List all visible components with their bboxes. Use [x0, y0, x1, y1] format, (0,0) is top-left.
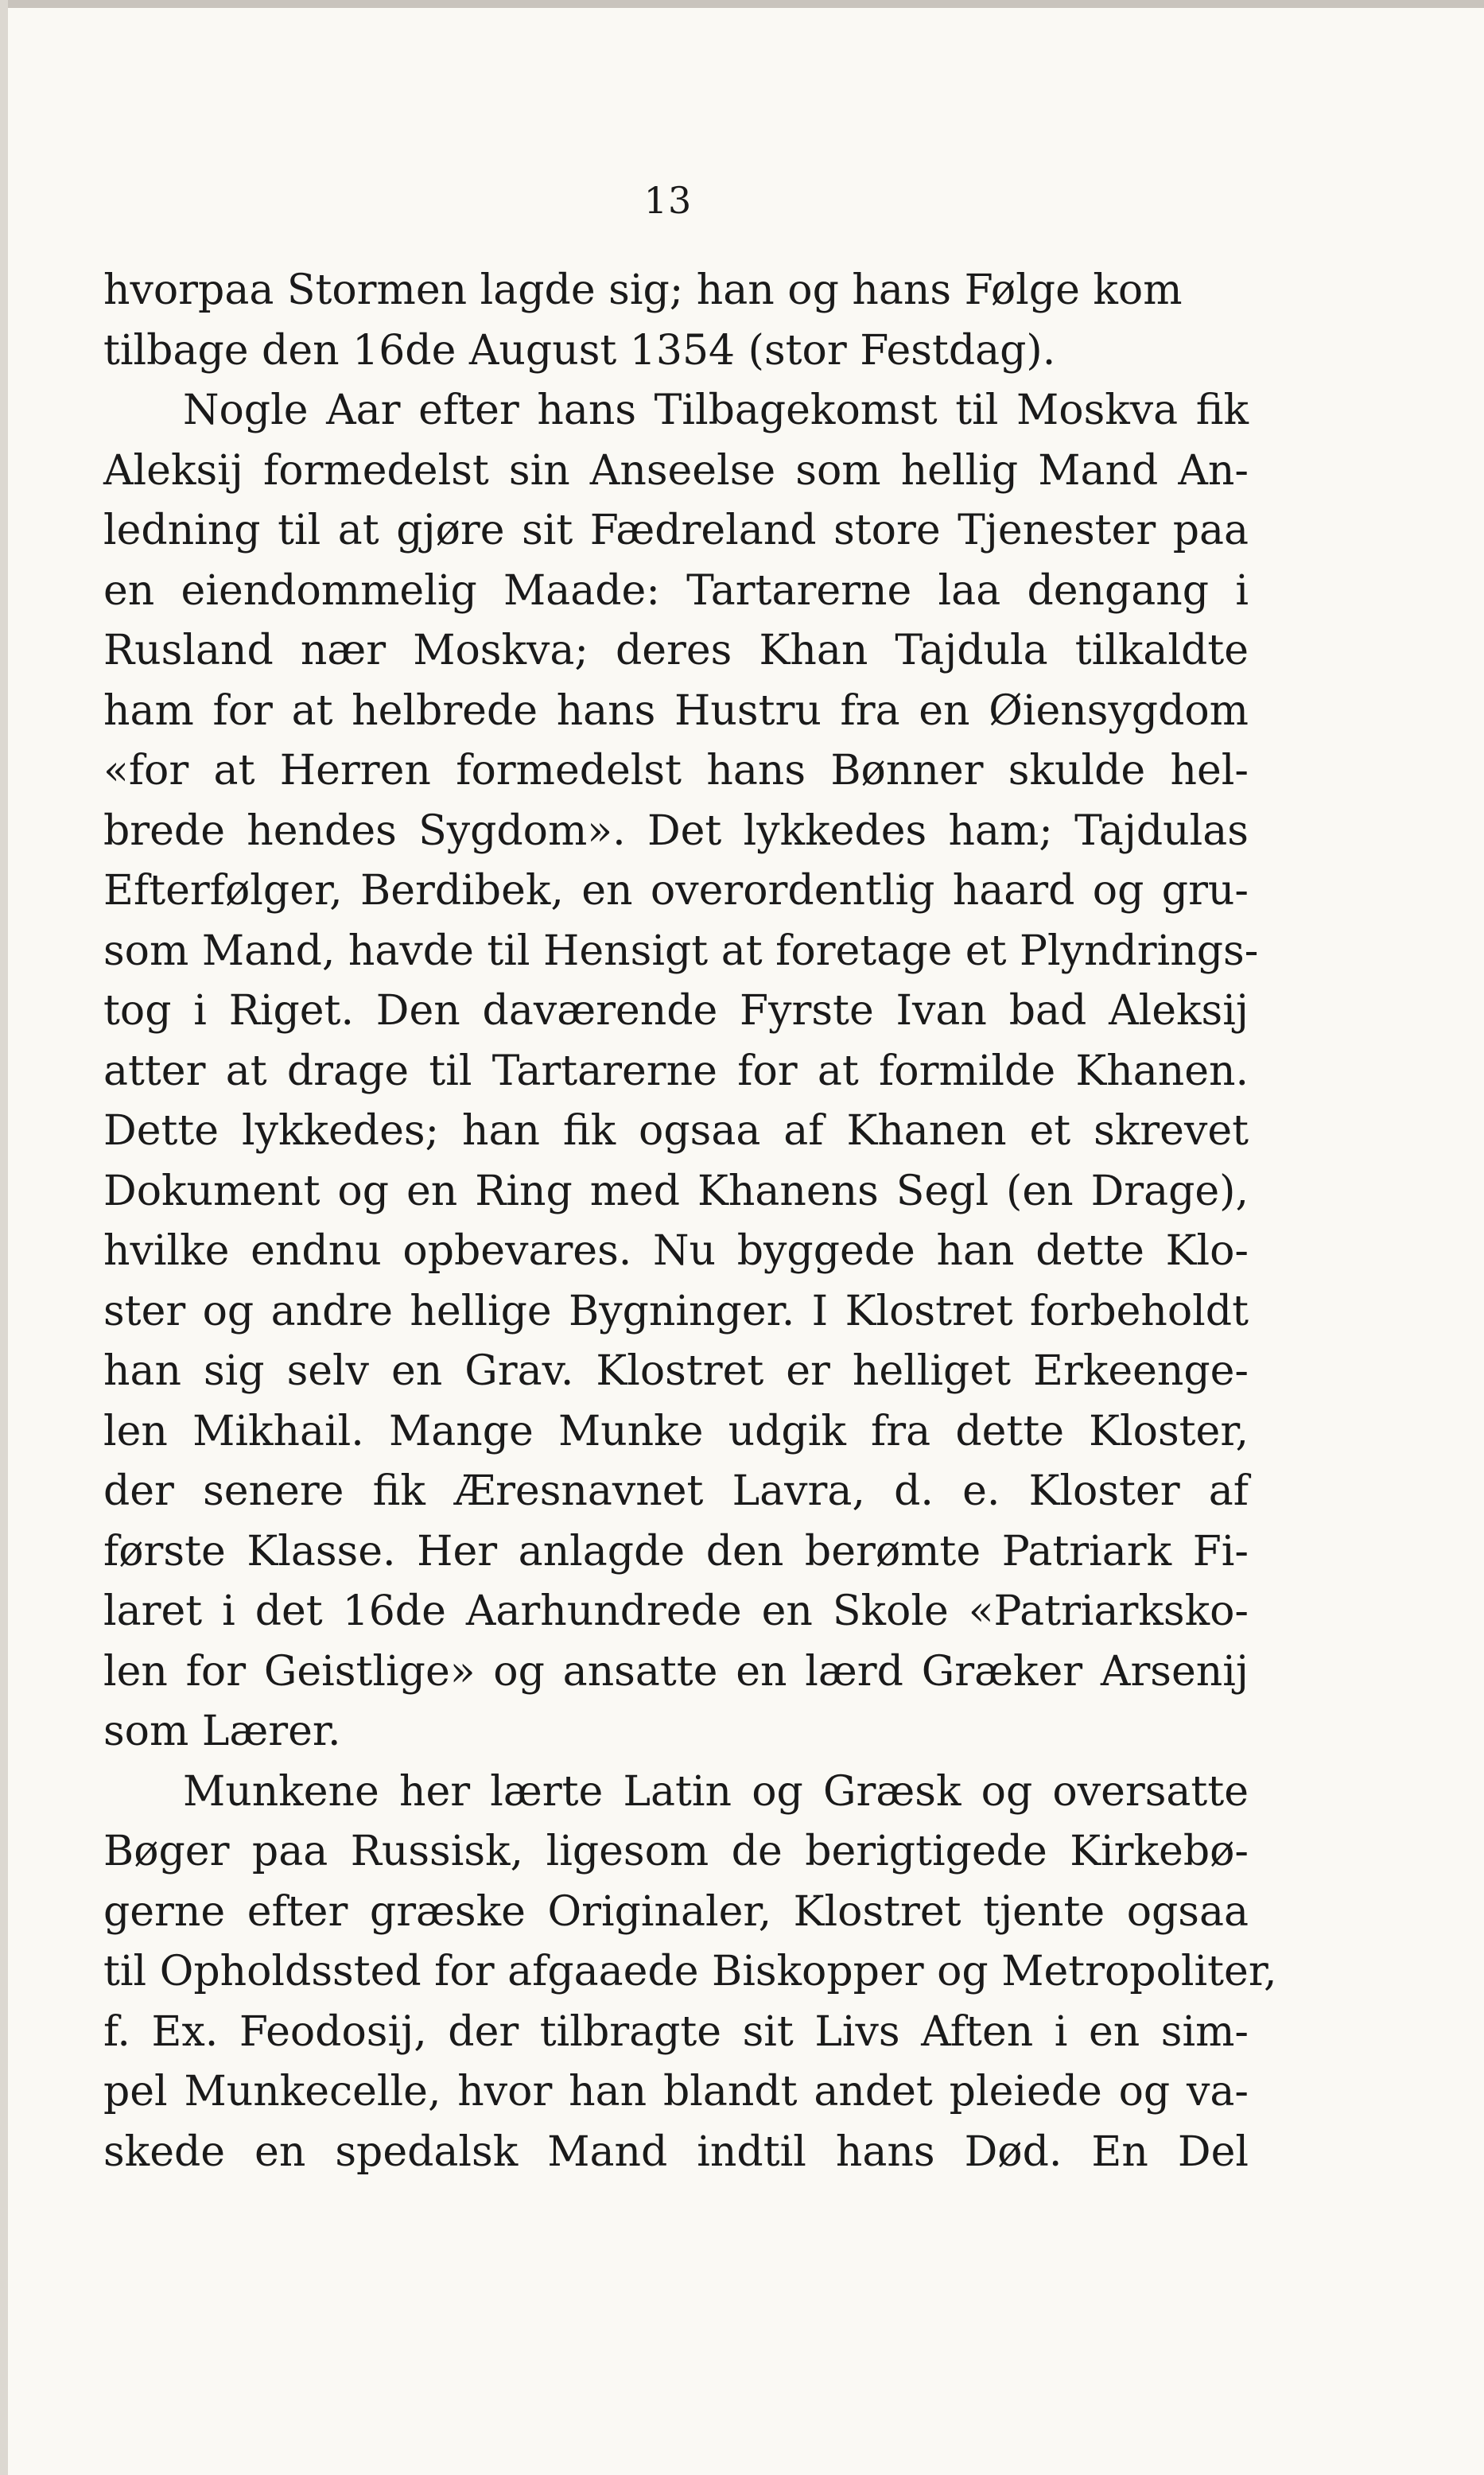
text-line: len for Geistlige» og ansatte en lærd Græker Arsenij	[103, 1647, 1249, 1696]
text-line: første Klasse. Her anlagde den berømte Patriark Fi-	[103, 1527, 1249, 1576]
page-edge-top	[0, 0, 1484, 8]
text-line: ster og andre hellige Bygninger. I Klostret forbeholdt	[103, 1287, 1249, 1335]
text-line: laret i det 16de Aarhundrede en Skole «Patriarksko-	[103, 1587, 1249, 1635]
body-text	[103, 261, 1277, 2182]
text-line: brede hendes Sygdom». Det lykkedes ham; Tajdulas	[103, 806, 1249, 855]
text-line: pel Munkecelle, hvor han blandt andet pleiede og va-	[103, 2068, 1249, 2116]
page-edge-left	[0, 0, 8, 2475]
text-line: tog i Riget. Den daværende Fyrste Ivan bad Aleksij	[103, 987, 1249, 1035]
text-line: skede en spedalsk Mand indtil hans Død. En Del	[103, 2127, 1249, 2176]
text-line: gerne efter græske Originaler, Klostret tjente ogsaa	[103, 1887, 1249, 1936]
text-line: hvilke endnu opbevares. Nu byggede han dette Klo-	[103, 1227, 1249, 1275]
text-line: hvorpaa Stormen lagde sig; han og hans Følge kom	[103, 266, 1183, 314]
text-line: ledning til at gjøre sit Fædreland store Tjenester paa	[103, 507, 1249, 554]
text-line: han sig selv en Grav. Klostret er helliget Erkeenge-	[103, 1347, 1249, 1395]
text-line: ham for at helbrede hans Hustru fra en Øiensygdom	[103, 686, 1249, 735]
text-line: Efterfølger, Berdibek, en overordentlig haard og gru-	[103, 867, 1249, 915]
text-line: «for at Herren formedelst hans Bønner skulde hel-	[103, 747, 1249, 795]
text-line: len Mikhail. Mange Munke udgik fra dette Kloster,	[103, 1407, 1249, 1455]
text-line: tilbage den 16de August 1354 (stor Festdag).	[103, 326, 1056, 375]
text-line: som Mand, havde til Hensigt at foretage et Plyndrings-	[103, 927, 1259, 975]
text-line: f. Ex. Feodosij, der tilbragte sit Livs Aften i en sim-	[103, 2007, 1249, 2056]
text-line: Bøger paa Russisk, ligesom de berigtigede Kirkebø-	[103, 1828, 1249, 1875]
text-line: Munkene her lærte Latin og Græsk og oversatte	[183, 1767, 1249, 1816]
text-line: en eiendommelig Maade: Tartarerne laa dengang i	[103, 566, 1249, 615]
text-line: Dette lykkedes; han fik ogsaa af Khanen et skrevet	[103, 1107, 1249, 1155]
text-line: til Opholdssted for afgaaede Biskopper og Metropoliter,	[103, 1948, 1277, 1995]
text-line: Nogle Aar efter hans Tilbagekomst til Moskva fik	[183, 387, 1249, 434]
text-line: Rusland nær Moskva; deres Khan Tajdula tilkaldte	[103, 627, 1249, 674]
text-line: atter at drage til Tartarerne for at formilde Khanen.	[103, 1047, 1249, 1095]
text-line: der senere fik Æresnavnet Lavra, d. e. Kloster af	[103, 1467, 1249, 1515]
text-line: som Lærer.	[103, 1708, 341, 1755]
page-number: 13	[643, 179, 693, 222]
text-line: Dokument og en Ring med Khanens Segl (en Drage),	[103, 1167, 1249, 1215]
text-line: Aleksij formedelst sin Anseelse som hellig Mand An-	[103, 446, 1249, 495]
